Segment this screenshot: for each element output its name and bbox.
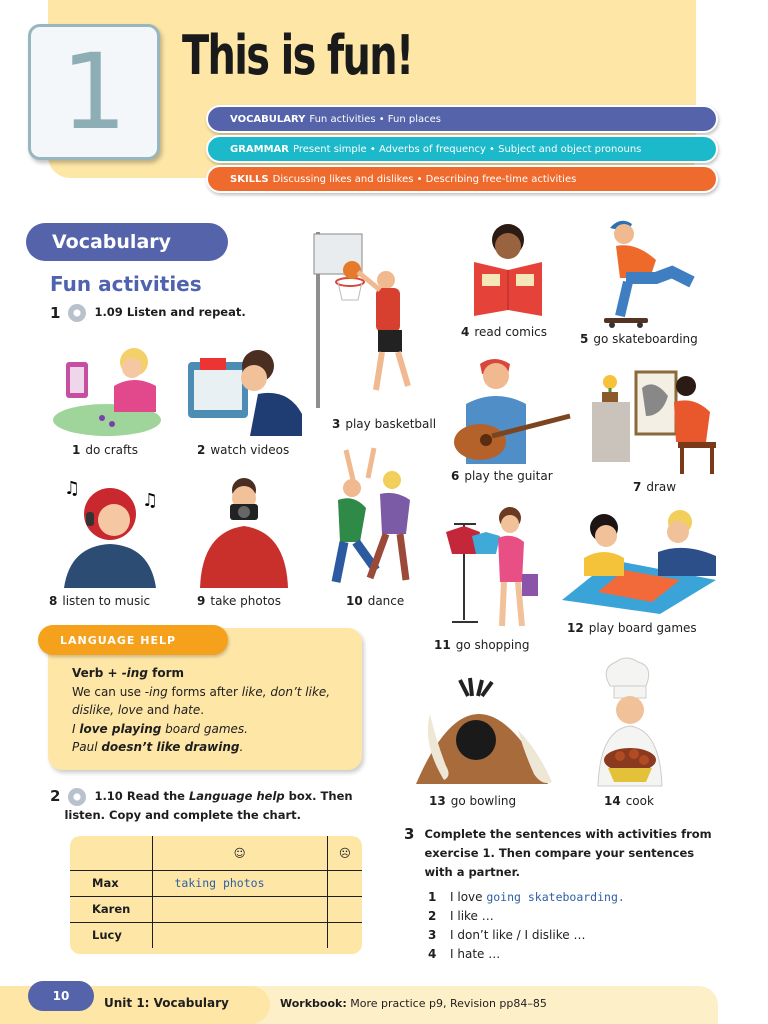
vocabulary-objectives-bar — [206, 105, 718, 133]
dislike-face-icon: ☹ — [327, 836, 362, 870]
cook-illustration — [590, 656, 670, 792]
answer-text[interactable]: going skateboarding. — [486, 890, 625, 904]
language-help-tab: LANGUAGE HELP — [38, 625, 228, 655]
do-crafts-illustration — [52, 342, 164, 438]
skills-objectives-bar — [206, 165, 718, 193]
page-number: 10 — [28, 981, 94, 1011]
table-row — [70, 922, 362, 948]
grammar-topics: Present simple • Adverbs of frequency • Subject and object pronouns — [293, 143, 642, 155]
chart-dislike-cell[interactable] — [327, 896, 362, 922]
exercise-2 — [50, 787, 364, 825]
sentence-list — [404, 888, 724, 964]
exercise-number: 3 — [404, 825, 415, 843]
chart-name: Karen — [70, 896, 152, 922]
activity-caption: 6 play the guitar — [451, 469, 553, 483]
skills-label: SKILLS — [230, 173, 269, 185]
play-board-games-illustration — [558, 508, 720, 616]
language-help-line: We can use -ing forms after like, don’t like, — [72, 684, 331, 699]
vocabulary-label: VOCABULARY — [230, 113, 306, 125]
chart-like-cell[interactable] — [152, 896, 327, 922]
language-help-example: Paul doesn’t like drawing. — [72, 740, 244, 754]
activity-caption: 12 play board games — [567, 621, 697, 635]
exercise-instruction: Listen and repeat. — [126, 305, 246, 319]
exercise-number: 2 — [50, 787, 61, 805]
table-row — [70, 896, 362, 922]
activity-caption: 14 cook — [604, 794, 654, 808]
workbook-reference: Workbook: More practice p9, Revision pp84–85 — [280, 997, 547, 1010]
activity-caption: 2 watch videos — [197, 443, 290, 457]
chart-name: Max — [70, 870, 152, 896]
list-item: 4 I hate … — [428, 947, 501, 961]
dance-illustration — [328, 446, 418, 588]
skills-topics: Discussing likes and dislikes • Describing free-time activities — [272, 173, 577, 185]
listen-to-music-illustration — [60, 476, 166, 590]
like-face-icon: ☺ — [152, 836, 327, 870]
exercise-3 — [404, 825, 724, 964]
chart-like-cell[interactable] — [152, 922, 327, 948]
read-comics-illustration — [470, 222, 548, 322]
chart-dislike-cell[interactable] — [327, 870, 362, 896]
svg-text:♫: ♫ — [142, 490, 159, 511]
grammar-label: GRAMMAR — [230, 143, 289, 155]
unit-number-box — [28, 24, 160, 160]
play-basketball-illustration — [310, 230, 432, 410]
exercise-instruction: Complete the sentences with activities from exercise 1. Then compare your sentences with a partner. — [424, 827, 712, 879]
chart-like-cell[interactable]: taking photos — [152, 870, 327, 896]
language-help-body — [72, 664, 352, 757]
go-bowling-illustration — [410, 674, 554, 792]
vocabulary-topics: Fun activities • Fun places — [309, 113, 441, 125]
activity-caption: 8 listen to music — [49, 594, 151, 608]
activity-caption: 10 dance — [346, 594, 405, 608]
track-number: 1.09 — [94, 305, 123, 319]
go-shopping-illustration — [442, 504, 542, 632]
list-item: 2 I like … — [428, 909, 494, 923]
language-help-example: I love playing board games. — [72, 721, 248, 736]
exercise-instruction: 1.10 Read the Language help box. Then listen. Copy and complete the chart. — [64, 789, 353, 822]
play-the-guitar-illustration — [452, 356, 574, 464]
activity-caption: 3 play basketball — [332, 417, 437, 431]
go-skateboarding-illustration — [598, 216, 702, 330]
activity-caption: 5 go skateboarding — [580, 332, 698, 346]
exercise-1-header — [50, 303, 246, 322]
section-heading: Fun activities — [50, 272, 202, 296]
chart-name: Lucy — [70, 922, 152, 948]
likes-dislikes-chart — [70, 836, 362, 948]
audio-cd-icon[interactable] — [68, 304, 86, 322]
chart-dislike-cell[interactable] — [327, 922, 362, 948]
watch-videos-illustration — [186, 344, 304, 436]
activity-caption: 4 read comics — [461, 325, 548, 339]
language-help-line: dislike, love and hate. — [72, 703, 205, 717]
chart-header-row — [70, 836, 362, 870]
list-item: 1 I love going skateboarding. — [428, 890, 625, 904]
activity-caption: 11 go shopping — [434, 638, 530, 652]
activity-caption: 7 draw — [633, 480, 677, 494]
activity-caption: 13 go bowling — [429, 794, 517, 808]
unit-title: This is fun! — [182, 24, 413, 87]
exercise-number: 1 — [50, 303, 61, 322]
table-row — [70, 870, 362, 896]
list-item: 3 I don’t like / I dislike … — [428, 928, 586, 942]
language-help-title: Verb + -ing form — [72, 666, 184, 680]
take-photos-illustration — [196, 476, 290, 588]
section-tab: Vocabulary — [26, 223, 228, 261]
activity-caption: 1 do crafts — [72, 443, 138, 457]
footer-unit-label: Unit 1: Vocabulary — [104, 996, 229, 1010]
unit-number: 1 — [60, 31, 128, 153]
activity-caption: 9 take photos — [197, 594, 281, 608]
draw-illustration — [590, 368, 722, 476]
svg-text:♫: ♫ — [64, 478, 81, 499]
grammar-objectives-bar — [206, 135, 718, 163]
